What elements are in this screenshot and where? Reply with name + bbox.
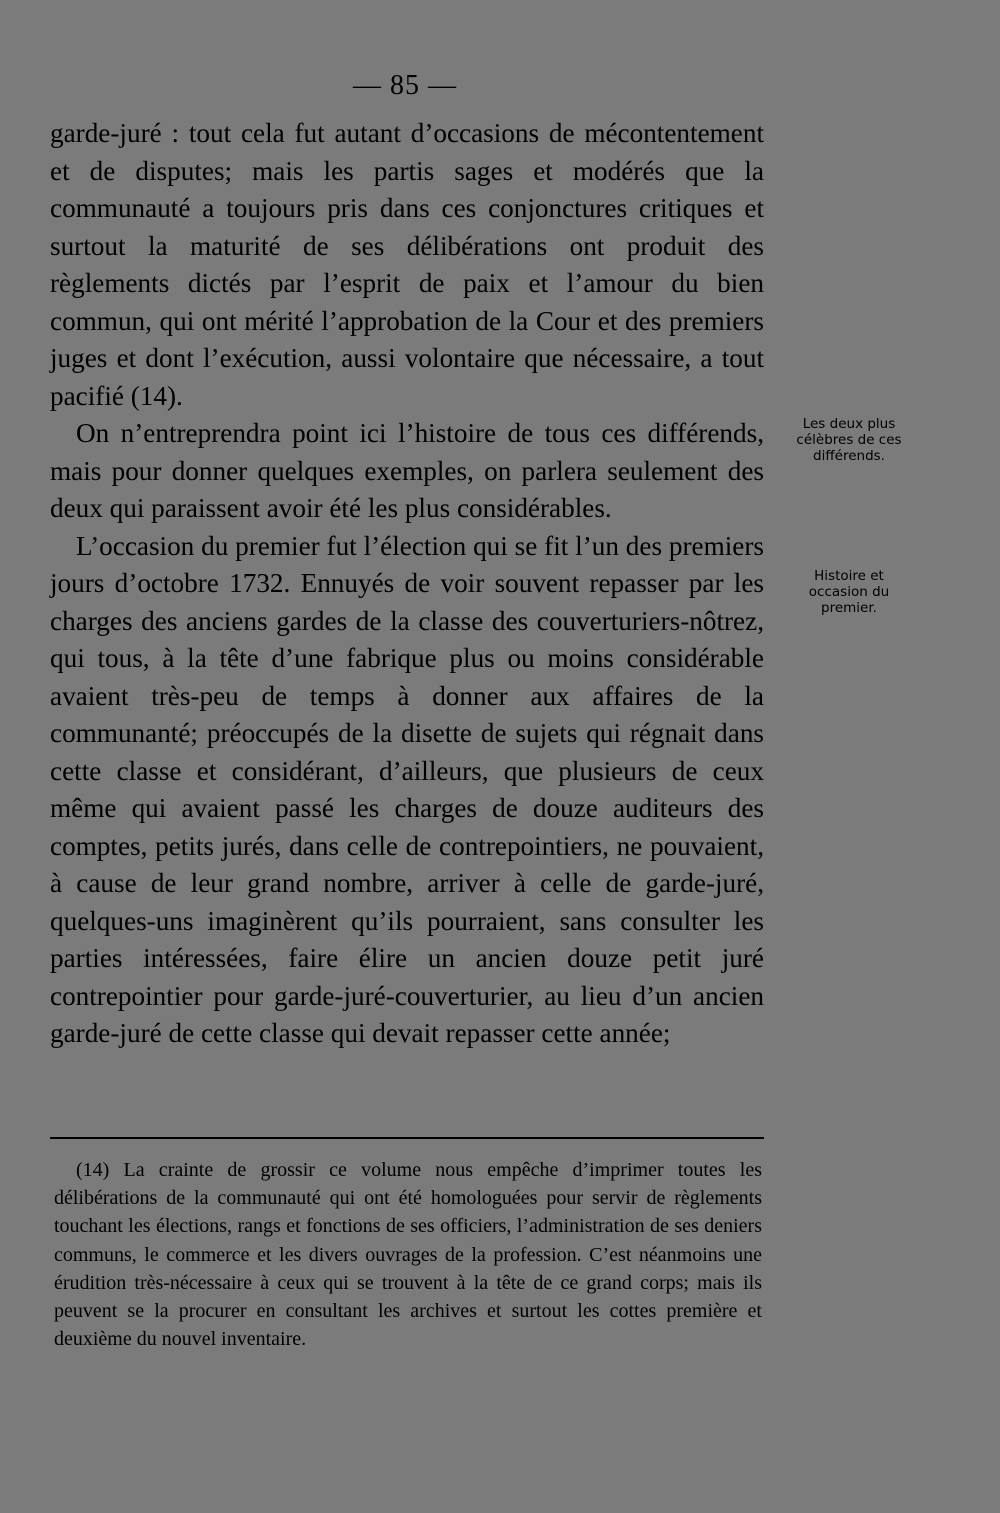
paragraph-1: garde-juré : tout cela fut autant d’occasions de mécontentement et de disputes; mais les partis sages et modérés que la communauté a toujours pris dans ces conjonctures critiques et surtout la maturité de ses délibérations ont produit des règlements dictés par l’esprit de paix et l’amour du bien commun, qui ont mérité l’approbation de la Cour et des premiers juges et dont l’exécution, aussi volontaire que nécessaire, a tout pacifié (14).: [50, 118, 764, 411]
margin-note-1: Les deux plus célèbres de ces différends.: [796, 416, 902, 464]
footnote-text: (14) La crainte de grossir ce volume nous empêche d’imprimer toutes les délibérations de la communauté qui ont été homologuées pour servir de règlements touchant les élections, rangs et fonctions de ses officiers, l’administration de ses deniers communs, le commerce et les divers ouvrages de la profession. C’est néanmoins une érudition très-nécessaire à ceux qui se trouvent à la tête de ce grand corps; mais ils peuvent se la procurer en consultant les archives et surtout les cottes première et deuxième du nouvel inventaire.: [54, 1159, 762, 1351]
margin-note-2: Histoire et occasion du premier.: [808, 568, 890, 616]
body-text: [50, 115, 764, 1053]
page-number: — 85 —: [353, 70, 457, 101]
paragraph-3: L’occasion du premier fut l’élection qui se fit l’un des premiers jours d’octobre 1732. Ennuyés de voir souvent repasser par les charges des anciens gardes de la classe des couverturiers-nôtrez, qui tous, à la tête d’une fabrique plus ou moins considérable avaient très-peu de temps à donner aux affaires de la communanté; préoccupés de la disette de sujets qui régnait dans cette classe et considérant, d’ailleurs, que plusieurs de ceux même qui avaient passé les charges de douze auditeurs des comptes, petits jurés, dans celle de contrepointiers, ne pouvaient, à cause de leur grand nombre, arriver à celle de garde-juré, quelques-uns imaginèrent qu’ils pourraient, sans consulter les parties intéressées, faire élire un ancien douze petit juré contrepointier pour garde-juré-couverturier, au lieu d’un ancien garde-juré de cette classe qui devait repasser cette année;: [50, 530, 764, 1048]
footnote: [54, 1156, 762, 1353]
paragraph-2: On n’entreprendra point ici l’histoire de tous ces différends, mais pour donner quelques exemples, on parlera seulement des deux qui paraissent avoir été les plus considérables.: [50, 418, 764, 523]
footnote-divider: [50, 1137, 764, 1139]
